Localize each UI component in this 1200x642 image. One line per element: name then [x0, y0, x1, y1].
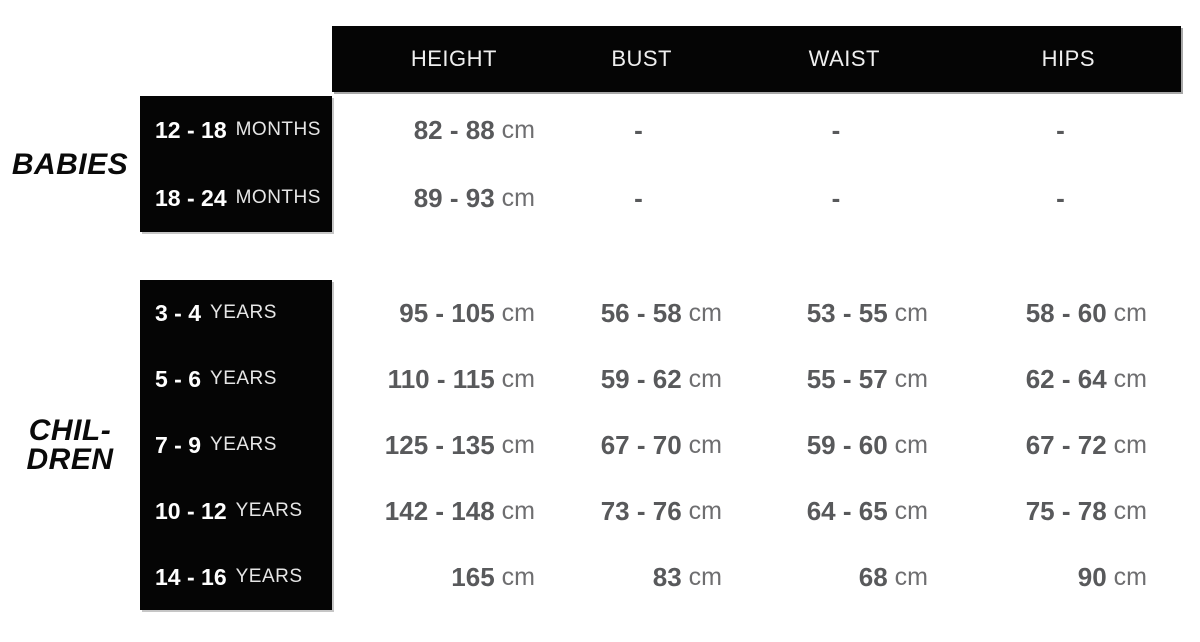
- value-unit: cm: [1113, 430, 1147, 459]
- bust-cell: [545, 164, 732, 232]
- value-number: 90: [1077, 561, 1107, 592]
- age-unit: MONTHS: [235, 187, 321, 208]
- age-unit: YEARS: [210, 302, 277, 323]
- value-number: 67 - 72: [1025, 429, 1107, 460]
- value-number: 125 - 135: [384, 429, 495, 460]
- value-number: 53 - 55: [806, 297, 888, 328]
- age-cell-children-7-9: [140, 412, 332, 478]
- value-unit: cm: [1113, 364, 1147, 393]
- height-cell: [332, 280, 545, 346]
- waist-cell: [732, 164, 940, 232]
- age-range: 10 - 12: [155, 497, 227, 524]
- waist-cell: [732, 544, 940, 610]
- bust-cell: [545, 96, 732, 164]
- measurement-header-bar: [332, 26, 1181, 92]
- value-number: 59 - 62: [600, 363, 682, 394]
- value-number: 56 - 58: [600, 297, 682, 328]
- value-number: 68: [858, 561, 888, 592]
- value-unit: cm: [501, 115, 535, 144]
- value-number: 89 - 93: [413, 182, 495, 213]
- bust-cell: [545, 412, 732, 478]
- value-number: 55 - 57: [806, 363, 888, 394]
- column-header-height: HEIGHT: [410, 46, 497, 71]
- value-number: -: [831, 182, 841, 213]
- column-header-waist: WAIST: [808, 46, 880, 71]
- value-unit: cm: [501, 496, 535, 525]
- value-unit: cm: [501, 430, 535, 459]
- age-range: 5 - 6: [155, 365, 202, 392]
- value-number: 82 - 88: [413, 114, 495, 145]
- column-header-bust: BUST: [611, 46, 672, 71]
- hips-cell: [940, 412, 1181, 478]
- value-number: 75 - 78: [1025, 495, 1107, 526]
- age-cell-babies-18-24: [140, 164, 332, 232]
- value-unit: cm: [894, 364, 928, 393]
- age-cell-children-10-12: [140, 478, 332, 544]
- children-label-line-1: CHIL-: [28, 414, 112, 447]
- height-cell: [332, 346, 545, 412]
- waist-cell: [732, 346, 940, 412]
- value-unit: cm: [501, 183, 535, 212]
- value-number: -: [634, 182, 643, 213]
- value-number: 142 - 148: [384, 495, 495, 526]
- height-cell: [332, 478, 545, 544]
- hips-cell: [940, 280, 1181, 346]
- children-label-line-2: DREN: [26, 443, 114, 476]
- age-range: 18 - 24: [155, 184, 227, 211]
- value-unit: cm: [688, 364, 722, 393]
- value-number: 67 - 70: [600, 429, 682, 460]
- waist-cell: [732, 412, 940, 478]
- age-unit: YEARS: [210, 434, 277, 455]
- value-number: 110 - 115: [387, 363, 495, 394]
- size-chart: [0, 26, 1181, 610]
- height-cell: [332, 96, 545, 164]
- age-unit: YEARS: [210, 368, 277, 389]
- age-range: 7 - 9: [155, 431, 202, 458]
- age-unit: YEARS: [235, 566, 303, 587]
- value-unit: cm: [688, 562, 722, 591]
- bust-cell: [545, 478, 732, 544]
- waist-cell: [732, 478, 940, 544]
- age-range: 3 - 4: [155, 299, 202, 326]
- hips-cell: [940, 346, 1181, 412]
- age-range: 12 - 18: [155, 116, 227, 143]
- column-header-hips: HIPS: [1041, 46, 1095, 71]
- hips-cell: [940, 164, 1181, 232]
- value-number: 59 - 60: [806, 429, 888, 460]
- value-number: -: [1056, 182, 1065, 213]
- hips-cell: [940, 478, 1181, 544]
- age-cell-babies-12-18: [140, 96, 332, 164]
- bust-cell: [545, 346, 732, 412]
- value-unit: cm: [1113, 298, 1147, 327]
- value-number: 62 - 64: [1025, 363, 1107, 394]
- value-unit: cm: [501, 298, 535, 327]
- value-number: 64 - 65: [806, 495, 888, 526]
- value-unit: cm: [894, 298, 928, 327]
- value-number: 58 - 60: [1025, 297, 1107, 328]
- value-unit: cm: [501, 364, 535, 393]
- height-cell: [332, 412, 545, 478]
- bust-cell: [545, 544, 732, 610]
- value-number: 73 - 76: [600, 495, 682, 526]
- value-unit: cm: [1113, 496, 1147, 525]
- children-section-label: [0, 280, 140, 610]
- age-unit: MONTHS: [235, 119, 321, 140]
- value-unit: cm: [1113, 562, 1147, 591]
- value-number: -: [1056, 114, 1065, 145]
- age-cell-children-3-4: [140, 280, 332, 346]
- hips-cell: [940, 96, 1181, 164]
- age-range: 14 - 16: [155, 563, 227, 590]
- waist-cell: [732, 96, 940, 164]
- age-cell-children-5-6: [140, 346, 332, 412]
- babies-label-line: BABIES: [11, 147, 129, 181]
- value-number: -: [831, 114, 841, 145]
- height-cell: [332, 164, 545, 232]
- bust-cell: [545, 280, 732, 346]
- age-cell-children-14-16: [140, 544, 332, 610]
- hips-cell: [940, 544, 1181, 610]
- value-unit: cm: [894, 562, 928, 591]
- value-unit: cm: [688, 430, 722, 459]
- value-number: -: [634, 114, 643, 145]
- value-unit: cm: [501, 562, 535, 591]
- value-unit: cm: [894, 430, 928, 459]
- age-unit: YEARS: [235, 500, 303, 521]
- value-number: 95 - 105: [399, 297, 495, 328]
- value-number: 83: [652, 561, 682, 592]
- value-unit: cm: [688, 298, 722, 327]
- babies-section-label: [0, 96, 140, 232]
- value-unit: cm: [688, 496, 722, 525]
- value-number: 165: [451, 561, 495, 592]
- value-unit: cm: [894, 496, 928, 525]
- height-cell: [332, 544, 545, 610]
- waist-cell: [732, 280, 940, 346]
